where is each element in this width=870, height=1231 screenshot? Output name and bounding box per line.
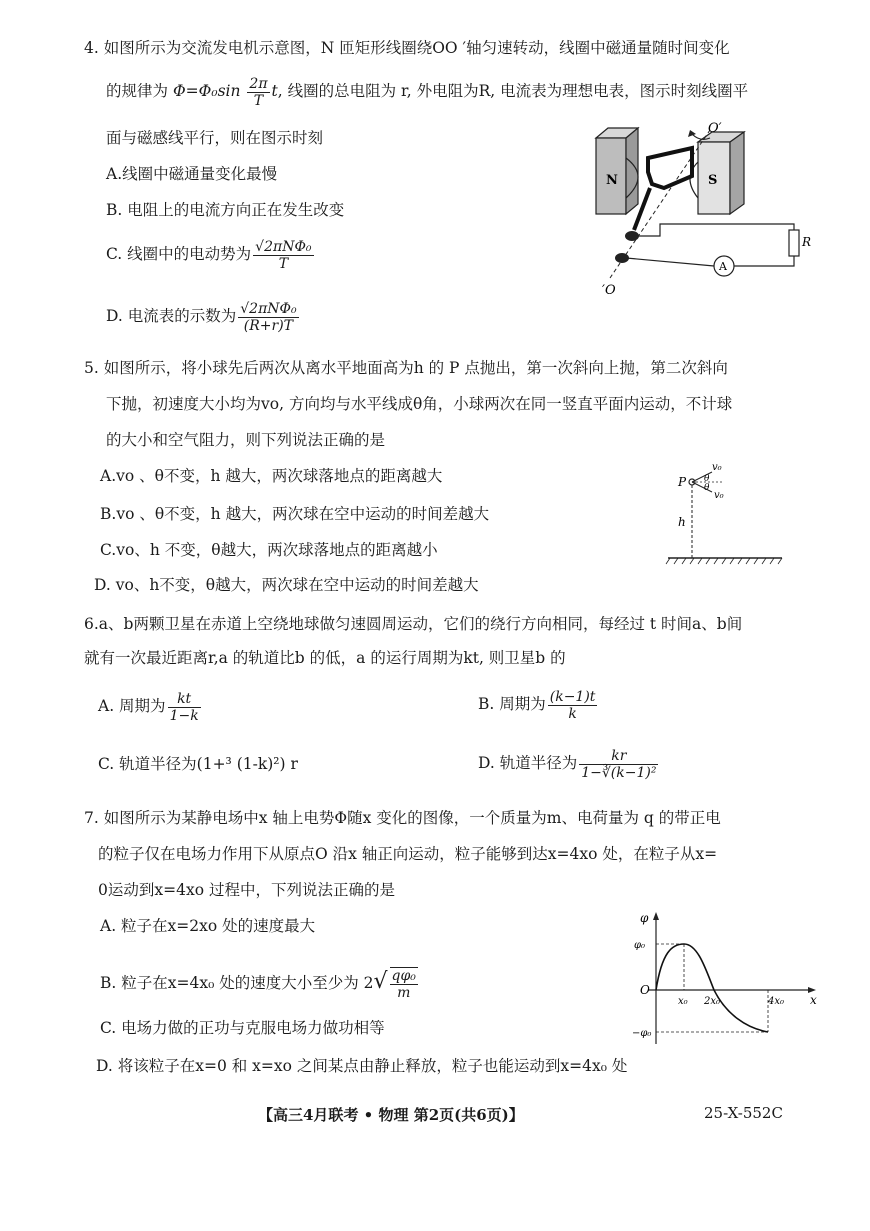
q4-stem-line3: 面与磁感线平行，则在图示时刻	[106, 129, 324, 147]
ground-hatch	[666, 558, 782, 564]
s-label: S	[708, 173, 718, 188]
q7-option-c: C. 电场力做的正功与克服电场力做功相等	[100, 1019, 385, 1037]
o-prime-bottom-label: ′O	[602, 283, 616, 298]
q7-option-d: D. 将该粒子在x=0 和 x=xo 之间某点由静止释放，粒子也能运动到x=4x₀ 处	[96, 1057, 628, 1075]
exam-code: 25-X-552C	[704, 1104, 783, 1122]
q4-stem-line2-b: , 线圈的总电阻为 r, 外电阻为R, 电流表为理想电表，图示时刻线圈平	[277, 82, 749, 100]
x4-tick-label: 4x₀	[768, 996, 785, 1007]
height-label: h	[678, 515, 686, 529]
n-magnet-side	[626, 128, 638, 214]
q4-formula-frac	[247, 76, 269, 109]
generator-figure	[588, 118, 814, 298]
q5-option-a: A.vo 、θ不变，h 越大，两次球落地点的距离越大	[100, 467, 443, 485]
sqrt-sign-icon: √	[373, 969, 388, 994]
q7-option-b-num: qφ₀	[391, 968, 416, 984]
phi0-label: φ₀	[634, 940, 646, 951]
ammeter-label: A	[719, 260, 727, 273]
q6-option-a-den: 1−k	[169, 707, 199, 724]
circuit-wire-top	[636, 224, 794, 236]
circuit-wire-bottom	[626, 258, 714, 266]
q6-option-a-num: kt	[168, 691, 201, 708]
q4-option-a: A.线圈中磁通量变化最慢	[106, 165, 278, 183]
potential-graph	[634, 908, 820, 1048]
q6-option-b-prefix: B. 周期为	[478, 695, 546, 713]
x-axis-label: x	[810, 993, 817, 1007]
n-label: N	[606, 173, 618, 188]
q4-option-d-num: √2πNΦ₀	[240, 300, 297, 317]
q4-option-c-den: T	[278, 255, 289, 272]
q4-option-d-den: (R+r)T	[243, 317, 294, 334]
q6-option-c: C. 轨道半径为(1+³ (1-k)²) r	[98, 755, 298, 773]
q7-stem-line1: 7. 如图所示为某静电场中x 轴上电势Φ随x 变化的图像，一个质量为m、电荷量为 q 的带正电	[84, 809, 721, 827]
v0-bottom-label: v₀	[714, 490, 724, 501]
circuit-wire-right	[734, 256, 794, 266]
q6-option-b-frac	[548, 689, 598, 722]
q4-option-c	[106, 234, 316, 274]
q6-stem-line1: 6.a、b两颗卫星在赤道上空绕地球做匀速圆周运动，它们的绕行方向相同，每经过 t 时间a、b间	[84, 615, 743, 633]
origin-label: O	[640, 983, 650, 997]
q5-option-c: C.vo、h 不变，θ越大，两次球落地点的距离越小	[100, 541, 438, 559]
q6-option-d-num: kr	[579, 748, 658, 765]
q6-option-d-frac	[579, 748, 658, 781]
o-prime-top-label: O′	[708, 121, 722, 136]
q5-stem-line2: 下抛，初速度大小均为vo, 方向均与水平线成θ角，小球两次在同一竖直平面内运动，不计球	[106, 395, 733, 413]
q6-option-d-prefix: D. 轨道半径为	[478, 754, 578, 772]
q4-stem-line2	[106, 74, 748, 108]
q4-stem-line1: 4. 如图所示为交流发电机示意图，N 匝矩形线圈绕OO ′轴匀速转动，线圈中磁通量随时间变化	[84, 39, 730, 57]
q4-option-d	[106, 296, 301, 336]
q5-stem-line1: 5. 如图所示，将小球先后两次从离水平地面高为h 的 P 点抛出，第一次斜向上抛，第二次斜向	[84, 359, 728, 377]
x0-tick-label: x₀	[678, 996, 688, 1007]
q4-option-c-frac	[253, 239, 313, 272]
resistor	[789, 230, 799, 256]
projectile-figure	[664, 458, 784, 570]
q4-option-d-prefix: D. 电流表的示数为	[106, 307, 237, 325]
q5-option-b: B.vo 、θ不变，h 越大，两次球在空中运动的时间差越大	[100, 505, 490, 523]
q7-stem-line3: 0运动到x=4xo 过程中，下列说法正确的是	[98, 881, 395, 899]
q4-option-b: B. 电阻上的电流方向正在发生改变	[106, 201, 345, 219]
resistor-label: R	[802, 235, 812, 249]
q7-option-b-frac	[390, 967, 418, 1001]
q6-option-b-den: k	[568, 705, 577, 722]
q5-option-d: D. vo、h不变，θ越大，两次球在空中运动的时间差越大	[94, 576, 479, 594]
q4-stem-line2-a: 的规律为	[106, 82, 169, 100]
q6-option-a-frac	[168, 691, 201, 724]
q6-option-d-den: 1−∛(k−1)²	[581, 764, 657, 781]
q4-option-c-prefix: C. 线圈中的电动势为	[106, 245, 252, 263]
theta-bottom-label: θ	[704, 483, 710, 493]
q4-formula-phi: Φ=Φ₀sin	[172, 82, 241, 100]
page-footer: 【高三4月联考 • 物理 第2页(共6页)】	[258, 1106, 524, 1124]
q4-formula-t: t	[271, 82, 278, 100]
q6-option-d	[478, 742, 660, 784]
q7-option-b	[100, 960, 420, 1004]
q4-formula-num: 2π	[249, 75, 268, 92]
q6-option-b	[478, 684, 599, 724]
x2-tick-label: 2x₀	[704, 996, 721, 1007]
q7-stem-line2: 的粒子仅在电场力作用下从原点O 沿x 轴正向运动，粒子能够到达x=4xo 处，在粒子从x=	[98, 845, 718, 863]
v0-top-label: v₀	[712, 462, 722, 473]
coil	[648, 148, 692, 188]
potential-curve	[656, 944, 768, 1032]
q7-option-a: A. 粒子在x=2xo 处的速度最大	[100, 917, 316, 935]
q4-option-c-num: √2πNΦ₀	[255, 238, 312, 255]
q5-stem-line3: 的大小和空气阻力，则下列说法正确的是	[106, 431, 386, 449]
q6-option-a	[98, 686, 203, 726]
phi-axis-arrow-icon	[653, 912, 659, 920]
q6-option-b-num: (k−1)t	[549, 688, 596, 705]
neg-phi0-label: −φ₀	[632, 1028, 652, 1039]
s-magnet-side	[730, 132, 744, 214]
q4-option-d-frac	[238, 301, 298, 334]
phi-axis-label: φ	[640, 911, 649, 925]
q7-option-b-prefix: B. 粒子在x=4x₀ 处的速度大小至少为 2	[100, 974, 374, 992]
q4-formula-den: T	[253, 92, 264, 109]
q6-stem-line2: 就有一次最近距离r,a 的轨道比b 的低，a 的运行周期为kt, 则卫星b 的	[84, 649, 566, 667]
point-p-label: P	[678, 475, 687, 489]
theta-top-label: θ	[704, 474, 710, 484]
q7-option-b-den: m	[397, 985, 411, 1001]
q6-option-a-prefix: A. 周期为	[98, 697, 166, 715]
